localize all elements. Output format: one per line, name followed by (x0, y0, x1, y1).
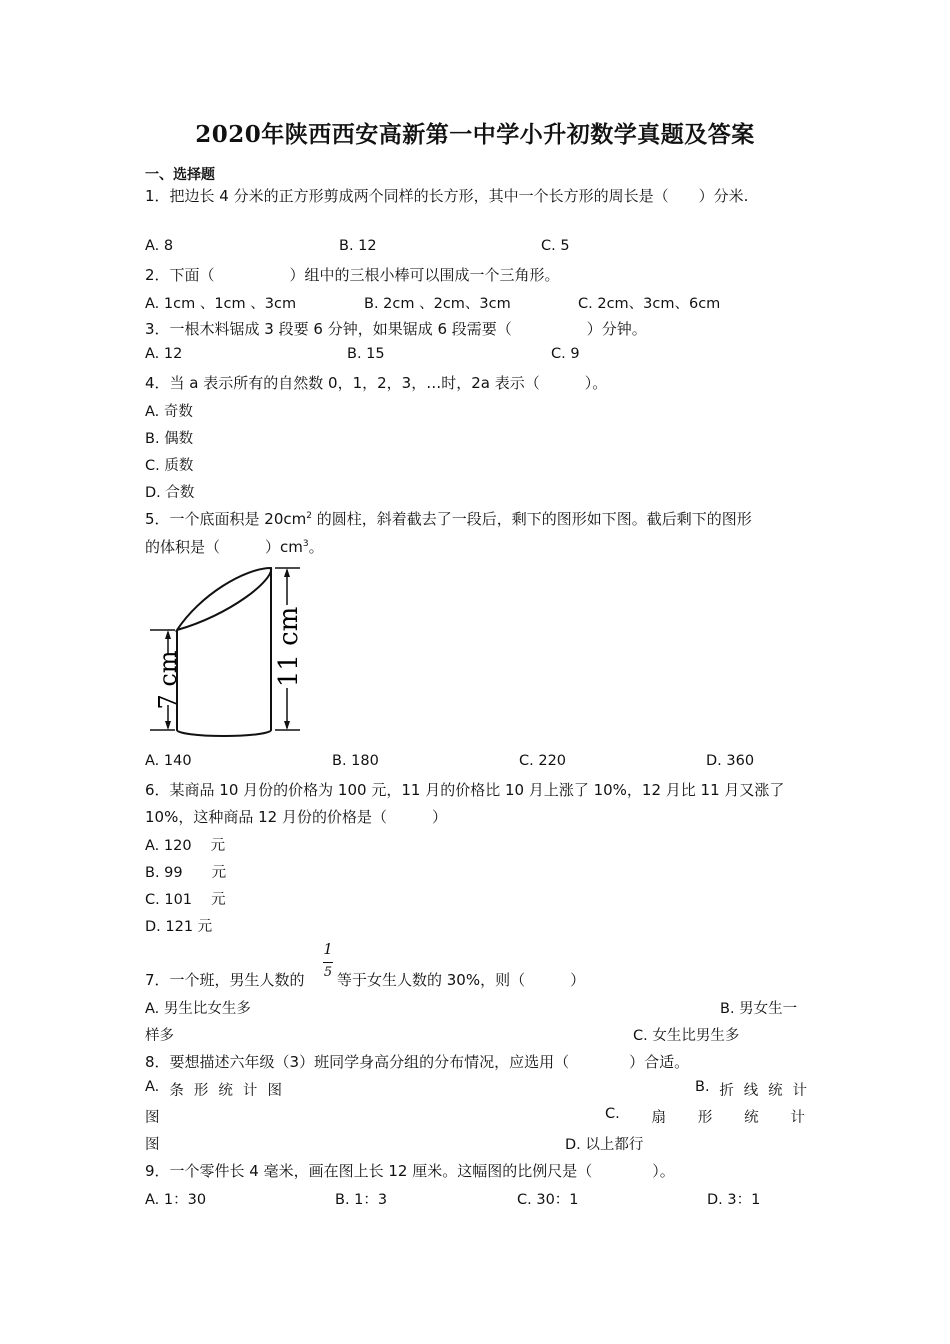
page-title: 2020年陕西西安高新第一中学小升初数学真题及答案 (195, 121, 755, 148)
q8-option-a-char: 形 (193, 1083, 209, 1099)
q4-option-b: B. 偶数 (145, 431, 194, 447)
q5-option-c: C. 220 (519, 753, 567, 769)
q5-stem-part: 的圆柱，斜着截去了一段后，剩下的图形如下图。截后剩下的图形 (312, 510, 752, 528)
q7-option-b: B. 男女生一 (720, 1001, 798, 1017)
figure-label-11cm: 11 cm (274, 606, 304, 688)
q5-superscript: 3 (302, 539, 309, 549)
q9-option-c: C. 30：1 (517, 1192, 579, 1208)
q2-option-c: C. 2cm、3cm、6cm (578, 296, 721, 312)
question-9-stem: 9．一个零件长 4 毫米，画在图上长 12 厘米。这幅图的比例尺是（ ）。 (145, 1162, 675, 1180)
q4-option-d: D. 合数 (145, 485, 195, 501)
q9-option-b: B. 1：3 (335, 1192, 388, 1208)
q8-option-b-char: B. (695, 1079, 710, 1095)
q8-option-b-char: 线 (743, 1083, 759, 1099)
q4-option-a: A. 奇数 (145, 404, 193, 420)
cut-cylinder-figure (140, 560, 310, 740)
question-5-stem-line1 (145, 508, 752, 529)
q8-option-a-char: 图 (267, 1083, 282, 1099)
question-5-stem-line2 (145, 536, 324, 557)
q6-option-b: B. 99 元 (145, 865, 227, 881)
q8-option-c-char: 扇 (651, 1110, 667, 1126)
q7-option-a: A. 男生比女生多 (145, 1001, 251, 1017)
question-2-stem: 2．下面（ ）组中的三根小棒可以围成一个三角形。 (145, 266, 560, 284)
question-3-stem: 3．一根木料锯成 3 段要 6 分钟，如果锯成 6 段需要（ ）分钟。 (145, 320, 647, 338)
question-1-stem: 1．把边长 4 分米的正方形剪成两个同样的长方形，其中一个长方形的周长是（ ）分米. (145, 187, 749, 205)
fraction-bar (323, 962, 333, 963)
q8-option-c-char: C. (605, 1106, 620, 1122)
q8-option-c-continued: 图 (145, 1137, 160, 1153)
question-7-stem-pre: 7．一个班，男生人数的 (145, 971, 305, 989)
q8-option-a-char: A. (145, 1079, 160, 1095)
q1-option-b: B. 12 (339, 238, 377, 254)
q2-option-a: A. 1cm 、1cm 、3cm (145, 296, 297, 312)
q6-option-a: A. 120 元 (145, 838, 226, 854)
q3-option-c: C. 9 (551, 346, 580, 362)
q8-option-b-char: 统 (768, 1083, 783, 1099)
q5-superscript: 2 (306, 511, 312, 521)
q8-option-b (695, 1079, 807, 1100)
q1-option-c: C. 5 (541, 238, 570, 254)
question-4-stem: 4．当 a 表示所有的自然数 0，1，2，3，…时，2a 表示（ ）。 (145, 374, 608, 392)
question-6-stem-line2: 10%，这种商品 12 月份的价格是（ ） (145, 808, 447, 826)
q5-stem-part: 。 (308, 538, 324, 556)
q8-option-c-char: 计 (790, 1110, 805, 1126)
q7-option-c: C. 女生比男生多 (633, 1028, 740, 1044)
q8-option-a-char: 统 (218, 1083, 233, 1099)
q8-option-c-char: 形 (697, 1110, 713, 1126)
q6-option-c: C. 101 元 (145, 892, 226, 908)
q9-option-a: A. 1：30 (145, 1192, 207, 1208)
q8-option-a-char: 计 (242, 1083, 258, 1099)
fraction-numerator: 1 (323, 940, 333, 958)
q3-option-b: B. 15 (347, 346, 385, 362)
q3-option-a: A. 12 (145, 346, 183, 362)
question-8-stem: 8．要想描述六年级（3）班同学身高分组的分布情况，应选用（ ）合适。 (145, 1053, 690, 1071)
q1-option-a: A. 8 (145, 238, 174, 254)
q5-option-a: A. 140 (145, 753, 192, 769)
q8-option-b-char: 折 (719, 1083, 734, 1099)
q2-option-b: B. 2cm 、2cm、3cm (364, 296, 511, 312)
fraction-denominator: 5 (323, 965, 333, 980)
q8-option-b-char: 计 (792, 1083, 807, 1099)
q9-option-d: D. 3：1 (707, 1192, 761, 1208)
q5-option-d: D. 360 (706, 753, 755, 769)
q5-option-b: B. 180 (332, 753, 379, 769)
question-7-stem-post: 等于女生人数的 30%，则（ ） (337, 971, 586, 989)
q5-stem-part: 的体积是（ ）cm (145, 538, 303, 556)
q8-option-a-char: 条 (169, 1083, 184, 1099)
q4-option-c: C. 质数 (145, 458, 194, 474)
q8-option-c-char: 统 (744, 1110, 759, 1126)
figure-label-7cm: 7 cm (154, 650, 182, 710)
section-heading: 一、选择题 (145, 167, 215, 183)
q8-option-b-continued: 图 (145, 1110, 160, 1126)
q8-option-a (145, 1079, 282, 1100)
q8-option-c (605, 1106, 805, 1127)
q5-stem-part: 5．一个底面积是 20cm (145, 510, 307, 528)
q8-option-d: D. 以上都行 (565, 1137, 644, 1153)
question-6-stem-line1: 6．某商品 10 月份的价格为 100 元，11 月的价格比 10 月上涨了 10%，12 月比 11 月又涨了 (145, 781, 785, 799)
q6-option-d: D. 121 元 (145, 919, 213, 935)
q7-option-b-continued: 样多 (145, 1028, 174, 1044)
